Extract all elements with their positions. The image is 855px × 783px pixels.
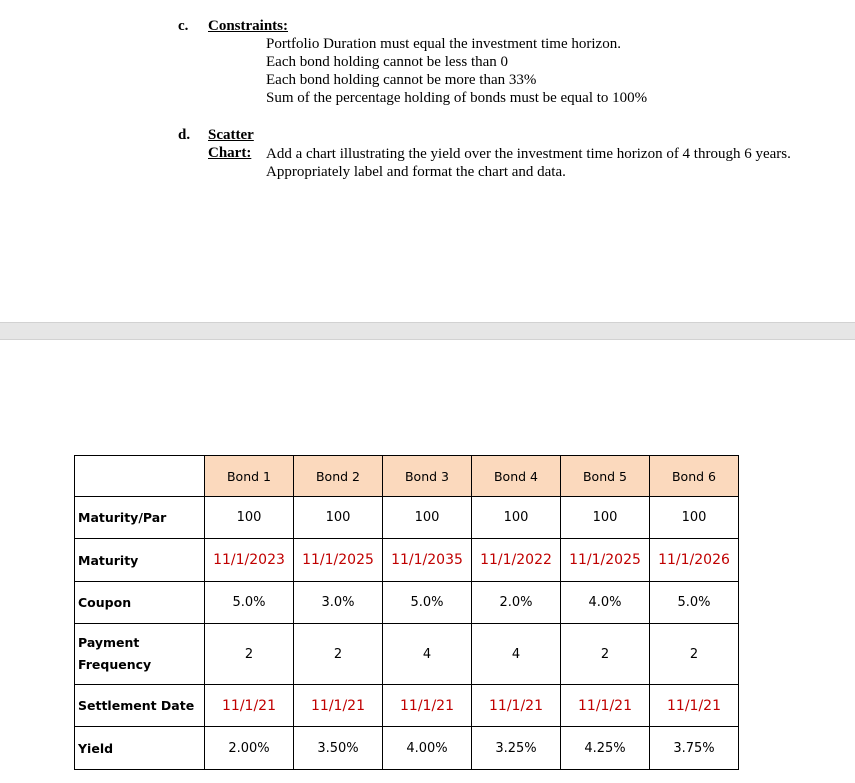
table-row-coupon	[75, 582, 739, 624]
table-cell: 11/1/2023	[205, 539, 294, 582]
bond-table	[74, 455, 739, 770]
table-cell: 11/1/2035	[383, 539, 472, 582]
constraint-line: Portfolio Duration must equal the investment time horizon.	[266, 36, 621, 52]
bond-header: Bond 6	[650, 456, 739, 497]
page-divider	[0, 322, 855, 340]
table-cell: 5.0%	[383, 582, 472, 624]
table-cell: 100	[650, 497, 739, 539]
table-cell: 11/1/21	[383, 685, 472, 727]
row-label: Coupon	[75, 582, 205, 624]
table-row-settlement-date	[75, 685, 739, 727]
bond-header: Bond 3	[383, 456, 472, 497]
table-cell: 11/1/2025	[561, 539, 650, 582]
bond-header: Bond 5	[561, 456, 650, 497]
table-header-row	[75, 456, 739, 497]
table-cell: 2	[205, 624, 294, 685]
row-label	[75, 624, 205, 685]
constraints-heading: Constraints:	[208, 18, 289, 34]
scatter-letter: d.	[178, 127, 191, 143]
table-cell: 3.0%	[294, 582, 383, 624]
row-label: Maturity/Par	[75, 497, 205, 539]
table-cell: 2.0%	[472, 582, 561, 624]
table-cell: 100	[383, 497, 472, 539]
table-cell: 5.0%	[205, 582, 294, 624]
table-cell: 11/1/21	[561, 685, 650, 727]
bond-header: Bond 1	[205, 456, 294, 497]
constraint-line: Each bond holding cannot be less than 0	[266, 54, 509, 70]
bond-header: Bond 4	[472, 456, 561, 497]
table-cell: 11/1/2025	[294, 539, 383, 582]
table-cell: 2	[561, 624, 650, 685]
bond-header: Bond 2	[294, 456, 383, 497]
table-cell: 100	[561, 497, 650, 539]
table-row-maturity	[75, 539, 739, 582]
scatter-line: Appropriately label and format the chart and data.	[266, 164, 566, 180]
table-row-payment-frequency	[75, 624, 739, 685]
table-cell: 11/1/21	[205, 685, 294, 727]
table-cell: 4.00%	[383, 727, 472, 770]
constraints-list	[266, 35, 647, 107]
table-cell: 100	[472, 497, 561, 539]
table-row-maturity-par	[75, 497, 739, 539]
table-cell: 4.25%	[561, 727, 650, 770]
header-blank-cell	[75, 456, 205, 497]
row-label: Settlement Date	[75, 685, 205, 727]
table-cell: 2.00%	[205, 727, 294, 770]
table-cell: 11/1/21	[472, 685, 561, 727]
table-cell: 2	[650, 624, 739, 685]
table-cell: 11/1/2026	[650, 539, 739, 582]
table-cell: 3.75%	[650, 727, 739, 770]
table-cell: 3.50%	[294, 727, 383, 770]
table-cell: 4.0%	[561, 582, 650, 624]
row-label-line: Frequency	[78, 657, 152, 672]
scatter-instructions	[266, 145, 791, 181]
scatter-heading: Scatter Chart:	[208, 127, 254, 161]
scatter-line: Add a chart illustrating the yield over the investment time horizon of 4 through 6 years.	[266, 146, 791, 162]
constraint-line: Sum of the percentage holding of bonds must be equal to 100%	[266, 90, 648, 106]
table-cell: 4	[472, 624, 561, 685]
table-cell: 3.25%	[472, 727, 561, 770]
row-label: Maturity	[75, 539, 205, 582]
table-cell: 2	[294, 624, 383, 685]
row-label: Yield	[75, 727, 205, 770]
table-cell: 11/1/21	[294, 685, 383, 727]
row-label-line: Payment	[78, 635, 140, 650]
table-cell: 11/1/21	[650, 685, 739, 727]
table-cell: 100	[294, 497, 383, 539]
table-cell: 11/1/2022	[472, 539, 561, 582]
constraint-line: Each bond holding cannot be more than 33%	[266, 72, 537, 88]
table-cell: 100	[205, 497, 294, 539]
table-cell: 4	[383, 624, 472, 685]
table-cell: 5.0%	[650, 582, 739, 624]
constraints-letter: c.	[178, 18, 189, 34]
table-row-yield	[75, 727, 739, 770]
